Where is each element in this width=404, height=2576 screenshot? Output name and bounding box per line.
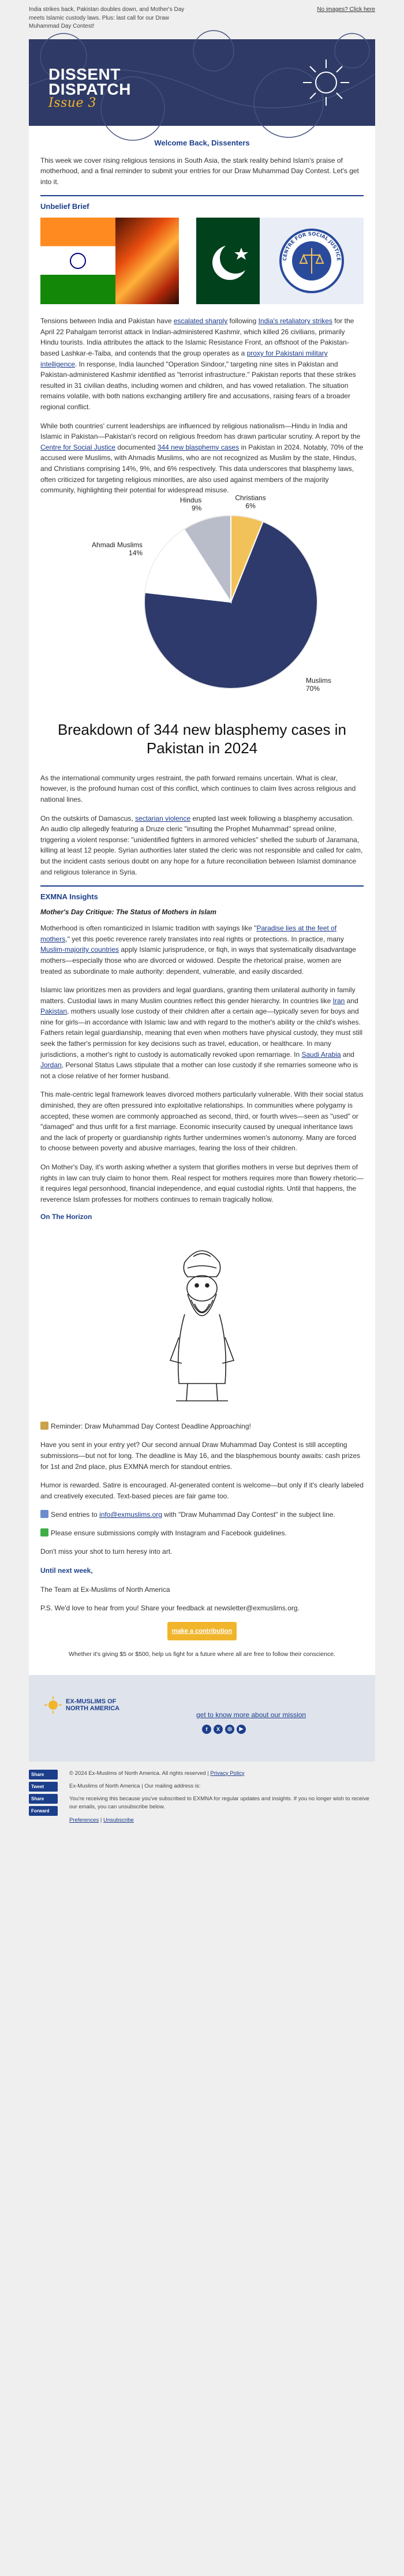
privacy-policy-link[interactable]: Privacy Policy xyxy=(210,1770,245,1777)
pakistan-flag-icon xyxy=(179,218,260,304)
unbelief-brief-heading: Unbelief Brief xyxy=(40,202,89,211)
instagram-icon[interactable]: ◎ xyxy=(225,1725,234,1734)
pie-value-christians: 6% xyxy=(245,502,256,510)
jordan-link[interactable]: Jordan xyxy=(40,1061,62,1070)
share-buttons xyxy=(29,1770,58,1829)
youtube-icon[interactable]: ▶ xyxy=(237,1725,246,1734)
sun-emblem-icon xyxy=(300,57,352,109)
tweet-button[interactable]: Tweet xyxy=(29,1782,58,1792)
share-linkedin-button[interactable]: Share xyxy=(29,1794,58,1804)
pie-label-christians: Christians xyxy=(235,493,266,502)
insights-paragraph-2: Islamic law prioritizes men as providers and legal guardians, granting them unilateral authority in family matters. Custodial laws in many Muslim countries reflect this gender hierarchy. In countries like Iran and Pakistan, mothers usually lose custody of their children after a certain age—typically seven for boys and nine for girls—in accordance with Islamic law and with regard to the mother's ability or the child's wishes. Fathers retain legal guardianship, meaning that even when mothers have physical custody, they must still seek the father's permission for key decisions such as travel, education, or healthcare. In many jurisdictions, a mother's right to custody is automatically revoked upon remarriage. In Saudi Arabia and Jordan, Personal Status Laws stipulate that a mother can lose custody if she remarries someone who is not a close relative of her former husband. xyxy=(40,986,363,1080)
escalated-sharply-link[interactable]: escalated sharply xyxy=(173,317,228,326)
insights-paragraph-3: This male-centric legal framework leaves divorced mothers particularly vulnerable. With their social status diminished, they are often pressured into exploitative relationships. In communities where polygamy is accepted, these women are commonly approached as second, third, or fourth wives—seen as "used" or "damaged" and thus unfit for a first marriage. Economic insecurity caused by unequal inheritance laws and the lack of property or guardianship rights further undermines women's autonomy. Many are forced to choose between poverty and abusive marriages, fearing the loss of their children. xyxy=(40,1090,364,1153)
preheader xyxy=(29,0,375,39)
sectarian-violence-link[interactable]: sectarian violence xyxy=(135,814,191,822)
preheader-text: India strikes back, Pakistan doubles down, and Mother's Day meets Islamic custody laws. Plus: last call for our Draw Muhammad Day Contest! xyxy=(29,6,185,29)
contribution-caption: Whether it's giving $5 or $500, help us fight for a future where all are free to follow their conscience. xyxy=(69,1650,335,1658)
footer-banner xyxy=(29,1675,375,1762)
saudi-arabia-link[interactable]: Saudi Arabia xyxy=(301,1050,341,1059)
send-entries-line: Send entries to info@exmuslims.org with "Draw Muhammad Day Contest" in the subject line. xyxy=(40,1509,364,1520)
pie-value-ahmadi-muslims: 14% xyxy=(129,548,143,557)
facebook-icon[interactable]: f xyxy=(202,1725,211,1734)
social-icons xyxy=(202,1725,246,1734)
proxy-link[interactable]: proxy for Pakistani military intelligence xyxy=(40,349,328,368)
muslim-majority-link[interactable]: Muslim-majority countries xyxy=(40,945,119,954)
intro-paragraph: This week we cover rising religious tensions in South Asia, the stark reality behind Islam's praise of motherhood, and a final reminder to submit your entries for our Draw Muhammad Day Contest. Let's get into it. xyxy=(40,156,359,186)
paradise-link[interactable]: Paradise lies at the feet of mothers xyxy=(40,924,337,943)
horizon-paragraph-2: Humor is rewarded. Satire is encouraged. AI-generated content is welcome—but only if it's clearly labeled and creatively executed. Text-based pieces are fair game too. xyxy=(40,1481,364,1500)
cjs-link[interactable]: Centre for Social Justice xyxy=(40,443,116,451)
hero-banner xyxy=(29,39,375,126)
seal-text: CENTRE FOR SOCIAL JUSTICE xyxy=(282,231,342,261)
after-chart-paragraph-2: On the outskirts of Damascus, sectarian violence erupted last week following a blasphemy accusation. An audio clip allegedly featuring a Druze cleric "insulting the Prophet Muhammad" spread online, triggering a violent response: "unidentified fighters in armored vehicles" shelled the suburb of Jaramana, killing at least 12 people. Syrian authorities later stated the cleric was not responsible and called for calm, but the incident casts serious doubt on any hope for a future reconciliation between Islamist dominance and religious tolerance in Syria. xyxy=(40,814,363,876)
hourglass-icon xyxy=(40,1422,48,1430)
exmna-sun-icon xyxy=(44,1696,62,1714)
legal-text: © 2024 Ex-Muslims of North America. All rights reserved | Privacy Policy Ex-Muslims of North America | Our mailing address is: You're receiving this because you've subscribed to EXMNA for regular updates and insights. If you no longer wish to receive our emails, you can unsubscribe below. Preferences | Unsubscribe xyxy=(69,1770,369,1823)
exmna-insights-heading: EXMNA Insights xyxy=(40,892,98,902)
preferences-link[interactable]: Preferences xyxy=(69,1816,99,1823)
learn-more-link[interactable]: get to know more about our mission xyxy=(196,1710,306,1719)
pie-label-muslims: Muslims xyxy=(306,676,331,685)
mothers-day-subheading: Mother's Day Critique: The Status of Mothers in Islam xyxy=(40,908,216,917)
unsubscribe-link[interactable]: Unsubscribe xyxy=(103,1816,134,1823)
unbelief-paragraph-1: Tensions between India and Pakistan have escalated sharply following India's retaliatory strikes for the April 22 Pahalgam terrorist attack in Indian-administered Kashmir, which killed 26 civilians, primarily Hindu tourists. India attributes the attack to the Islamic Resistance Front, an offshoot of the Pakistan-based Lashkar-e-Taiba, and contends that the group operates as a proxy for Pakistani military intelligence. In response, India launched "Operation Sindoor," targeting nine sites in Pakistan and Pakistan-administered Kashmir identified as "terrorist infrastructure." Pakistan reports that these strikes resulted in 31 civilian deaths, including women and children, and has vowed retaliation. The situation remains volatile, with both nations exchanging artillery fire and accusations, raising fears of a broader regional conflict. xyxy=(40,317,356,412)
ps-line: P.S. We'd love to hear from you! Share your feedback at newsletter@exmuslims.org. xyxy=(40,1604,300,1613)
blasphemy-pie-chart xyxy=(40,493,364,697)
forward-button[interactable]: Forward xyxy=(29,1806,58,1816)
reminder-line: Reminder: Draw Muhammad Day Contest Deadline Approaching! xyxy=(40,1421,364,1431)
divider xyxy=(40,195,364,196)
x-twitter-icon[interactable]: X xyxy=(214,1725,223,1734)
divider xyxy=(40,885,364,887)
pakistan-link[interactable]: Pakistan xyxy=(40,1007,68,1016)
on-the-horizon-heading: On The Horizon xyxy=(40,1213,92,1221)
pie-label-hindus: Hindus xyxy=(179,496,202,504)
checkmark-icon xyxy=(40,1528,48,1536)
welcome-heading: Welcome Back, Dissenters xyxy=(154,138,250,147)
envelope-icon xyxy=(40,1510,48,1518)
pie-value-muslims: 70% xyxy=(306,684,320,693)
insights-paragraph-1: Motherhood is often romanticized in Islamic tradition with sayings like "Paradise lies at the feet of mothers," yet this poetic reverence rarely translates into real rights or protections. In practice, many Muslim-majority countries apply Islamic jurisprudence, or fiqh, in ways that systematically disadvantage mothers—especially those who are divorced or widowed. Despite the rhetorical praise, women are treated as subordinate to male authority: dependent, vulnerable, and easily discarded. xyxy=(40,924,356,975)
make-contribution-button[interactable]: make a contribution xyxy=(167,1622,237,1640)
horizon-paragraph-1: Have you sent in your entry yet? Our second annual Draw Muhammad Day Contest is still accepting submissions—but not for long. The deadline is May 16, and the blasphemous bounty awaits: cash prizes for 1st and 2nd place, plus EXMNA merch for standout entries. xyxy=(40,1441,361,1471)
horizon-paragraph-3: Don't miss your shot to turn heresy into art. xyxy=(40,1547,173,1556)
centre-for-social-justice-seal xyxy=(260,218,364,304)
share-facebook-button[interactable]: Share xyxy=(29,1770,58,1779)
unbelief-paragraph-2: While both countries' current leaderships are influenced by religious nationalism—Hindu in India and Islamic in Pakistan—Pakistan's record on religious freedom has drawn particular scrutiny. A report by the Centre for Social Justice documented 344 new blasphemy cases in Pakistan in 2024. Notably, 70% of the accused were Muslims, with Ahmadis Muslims, who are not recognized as Muslim by the state, Hindus, and Christians comprising 14%, 9%, and 6% respectively. This data underscores that blasphemy laws, often criticized for targeting religious minorities, are also used against members of the majority community, highlighting their potential for widespread misuse. xyxy=(40,421,364,495)
insights-paragraph-4: On Mother's Day, it's worth asking whether a system that glorifies mothers in verse but deprives them of rights in law can truly claim to honor them. Real respect for mothers requires more than flowery rhetoric—it requires legal personhood, financial independence, and equal custodial rights. Until that happens, the reverence Islam professes for mothers continues to remain tragically hollow. xyxy=(40,1163,364,1203)
retaliatory-strikes-link[interactable]: India's retaliatory strikes xyxy=(258,317,332,326)
fire-image xyxy=(115,218,179,304)
exmna-logo: EX-MUSLIMS OF NORTH AMERICA xyxy=(44,1696,124,1714)
pie-value-hindus: 9% xyxy=(191,504,202,513)
email-body xyxy=(29,39,375,1762)
pie-label-ahmadi-muslims: Ahmadi Muslims xyxy=(92,540,143,549)
team-signature: The Team at Ex-Muslims of North America xyxy=(40,1585,170,1594)
guidelines-line: Please ensure submissions comply with Instagram and Facebook guidelines. xyxy=(40,1528,364,1538)
footer-legal xyxy=(29,1762,375,1846)
chart-title: Breakdown of 344 new blasphemy cases in Pakistan in 2024 xyxy=(57,720,347,757)
cartoon-illustration xyxy=(153,1228,251,1409)
view-images-link[interactable]: No images? Click here xyxy=(317,6,375,13)
after-chart-paragraph-1: As the international community urges restraint, the path forward remains uncertain. What is clear, however, is the profound human cost of this conflict, which continues to claim lives across religious and national lines. xyxy=(40,773,356,803)
india-flag-icon xyxy=(40,218,115,304)
blasphemy-cases-link[interactable]: 344 new blasphemy cases xyxy=(157,443,240,451)
flags-image xyxy=(40,218,364,304)
iran-link[interactable]: Iran xyxy=(332,996,345,1005)
dissent-dispatch-logo: DISSENT DISPATCH Issue 3 xyxy=(48,65,131,110)
until-next-week: Until next week, xyxy=(40,1566,93,1575)
pie-svg xyxy=(40,493,364,697)
info-email-link[interactable]: info@exmuslims.org xyxy=(99,1511,162,1519)
